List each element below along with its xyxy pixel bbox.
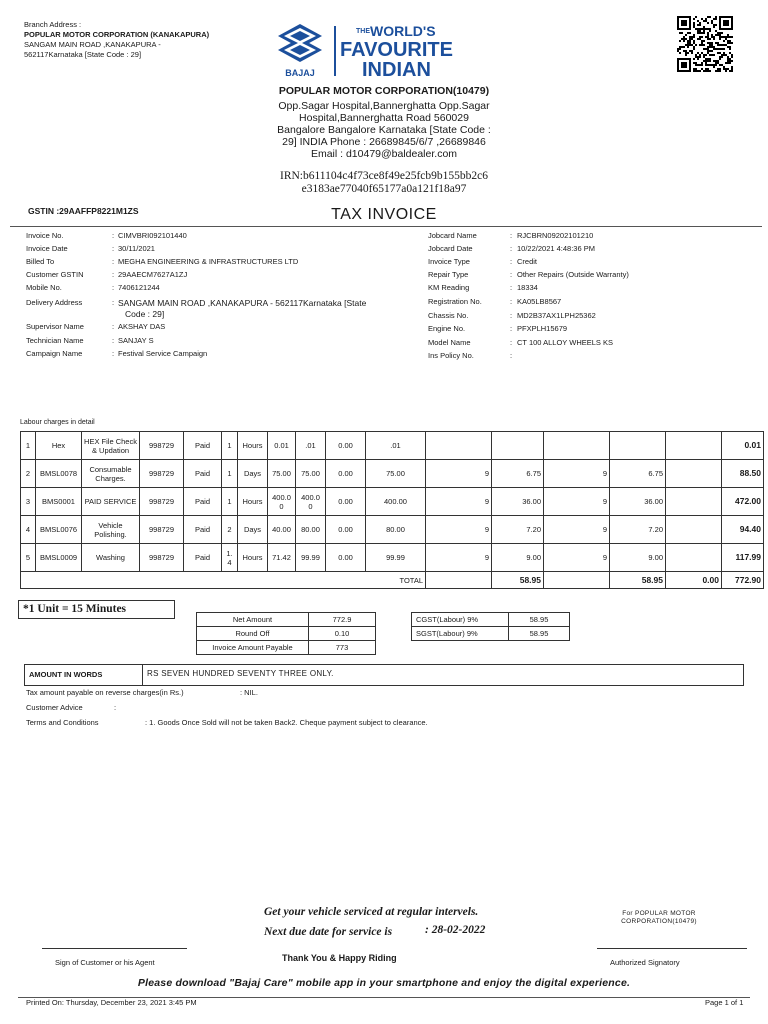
- detail-label: Technician Name: [26, 336, 84, 345]
- detail-value: 18334: [517, 283, 538, 292]
- labour-cell: Days: [238, 516, 268, 544]
- labour-cell: 71.42: [268, 544, 296, 572]
- service-message: Get your vehicle serviced at regular intervels.: [264, 906, 479, 918]
- gst-row: [412, 613, 570, 627]
- logo-brand-text: BAJAJ: [285, 68, 315, 78]
- amounts-table: [196, 612, 376, 655]
- labour-cell: 0.00: [326, 544, 366, 572]
- detail-label: Customer GSTIN: [26, 270, 84, 279]
- labour-cell: [610, 432, 666, 460]
- amount-label: Round Off: [197, 627, 309, 641]
- labour-cell: 6.75: [492, 460, 544, 488]
- labour-row: [21, 544, 764, 572]
- labour-cell: 0.00: [326, 488, 366, 516]
- amount-row: [197, 641, 376, 655]
- logo-tag-favourite: FAVOURITE: [340, 39, 453, 61]
- detail-label: Engine No.: [428, 324, 466, 333]
- detail-value: MEGHA ENGINEERING & INFRASTRUCTURES LTD: [118, 257, 299, 266]
- labour-cell: Paid: [184, 432, 222, 460]
- labour-cell: 36.00: [492, 488, 544, 516]
- detail-label: Registration No.: [428, 297, 482, 306]
- amount-value: 773: [309, 641, 376, 655]
- labour-cell: 998729: [140, 488, 184, 516]
- labour-cell: 7.20: [492, 516, 544, 544]
- labour-cell: 4: [21, 516, 36, 544]
- labour-cell: .01: [296, 432, 326, 460]
- customer-signature-label: Sign of Customer or his Agent: [55, 958, 155, 967]
- labour-cell: Vehicle Polishing.: [82, 516, 140, 544]
- reverse-charge-label: Tax amount payable on reverse charges(in Rs.): [26, 688, 184, 697]
- labour-cell: Paid: [184, 488, 222, 516]
- labour-cell: BMSL0009: [36, 544, 82, 572]
- customer-advice-label: Customer Advice: [26, 703, 83, 712]
- labour-cell: 7.20: [610, 516, 666, 544]
- irn-line2: e3183ae77040f65177a0a121f18a97: [301, 183, 467, 195]
- labour-cell: 94.40: [722, 516, 764, 544]
- labour-cell: .01: [366, 432, 426, 460]
- gst-label: SGST(Labour) 9%: [412, 627, 509, 641]
- labour-cell: 998729: [140, 544, 184, 572]
- labour-cell: 0.01: [268, 432, 296, 460]
- labour-cell: PAID SERVICE: [82, 488, 140, 516]
- labour-cell: Hours: [238, 544, 268, 572]
- detail-value: MD2B37AX1LPH25362: [517, 311, 596, 320]
- labour-cell: 75.00: [366, 460, 426, 488]
- labour-cell: Paid: [184, 544, 222, 572]
- labour-cell: 998729: [140, 516, 184, 544]
- detail-value: Festival Service Campaign: [118, 349, 208, 358]
- detail-label: Invoice Type: [428, 257, 470, 266]
- labour-cell: [666, 516, 722, 544]
- gst-value: 58.95: [509, 627, 570, 641]
- labour-cell: 1: [21, 432, 36, 460]
- labour-cell: [492, 432, 544, 460]
- labour-cell: 6.75: [610, 460, 666, 488]
- company-name: POPULAR MOTOR CORPORATION(10479): [278, 85, 490, 97]
- labour-cell: [666, 432, 722, 460]
- labour-cell: 3: [21, 488, 36, 516]
- detail-value: SANJAY S: [118, 336, 154, 345]
- labour-cell: 9: [426, 488, 492, 516]
- detail-label: Invoice No.: [26, 231, 64, 240]
- gst-row: [412, 627, 570, 641]
- authorized-signatory-label: Authorized Signatory: [610, 958, 680, 967]
- app-download-message: Please download "Bajaj Care" mobile app in your smartphone and enjoy the digital experience.: [137, 977, 631, 989]
- labour-cell: 36.00: [610, 488, 666, 516]
- labour-cell: 2: [21, 460, 36, 488]
- bajaj-logo: [274, 20, 474, 82]
- total-other: 0.00: [666, 572, 722, 589]
- amount-value: 0.10: [309, 627, 376, 641]
- company-email: Email : d10479@baldealer.com: [310, 148, 458, 160]
- detail-value: CIMVBRI092101440: [118, 231, 187, 240]
- labour-table: [20, 431, 764, 589]
- labour-cell: BMSL0078: [36, 460, 82, 488]
- detail-label: Model Name: [428, 338, 471, 347]
- page-number: Page 1 of 1: [705, 998, 744, 1007]
- amount-label: Net Amount: [197, 613, 309, 627]
- gst-value: 58.95: [509, 613, 570, 627]
- labour-cell: 400.00: [366, 488, 426, 516]
- company-address-line: Opp.Sagar Hospital,Bannerghatta Opp.Sagar: [278, 100, 490, 112]
- detail-value: 10/22/2021 4:48:36 PM: [517, 244, 595, 253]
- labour-cell: [544, 432, 610, 460]
- labour-cell: 9: [426, 516, 492, 544]
- detail-value: Credit: [517, 257, 538, 266]
- detail-label: Ins Policy No.: [428, 351, 474, 360]
- labour-cell: 472.00: [722, 488, 764, 516]
- labour-cell: 5: [21, 544, 36, 572]
- branch-line2: 562117Karnataka [State Code : 29]: [24, 50, 142, 59]
- amount-in-words: [24, 664, 744, 686]
- bajaj-logo-graphic: [274, 20, 474, 82]
- labour-cell: BMSL0076: [36, 516, 82, 544]
- labour-cell: 75.00: [268, 460, 296, 488]
- total-amount: 772.90: [722, 572, 764, 589]
- logo-tag-worlds: WORLD'S: [370, 23, 436, 39]
- detail-value: SANGAM MAIN ROAD ,KANAKAPURA - 562117Karnataka [State: [118, 298, 367, 308]
- branch-line1: SANGAM MAIN ROAD ,KANAKAPURA -: [24, 40, 161, 49]
- detail-value-cont: Code : 29]: [125, 309, 165, 319]
- authorized-signature-line: [597, 948, 747, 949]
- labour-cell: 9: [544, 544, 610, 572]
- amount-row: [197, 627, 376, 641]
- detail-label: Repair Type: [428, 270, 469, 279]
- labour-cell: 9: [544, 488, 610, 516]
- labour-cell: 400.0 0: [296, 488, 326, 516]
- detail-value: PFXPLH15679: [517, 324, 568, 333]
- labour-cell: Hours: [238, 488, 268, 516]
- due-date-value: : 28-02-2022: [425, 924, 486, 936]
- gst-table: [411, 612, 570, 641]
- detail-label: Delivery Address: [26, 298, 83, 307]
- labour-cell: [666, 460, 722, 488]
- labour-cell: 1: [222, 460, 238, 488]
- labour-cell: [426, 432, 492, 460]
- detail-label: Chassis No.: [428, 311, 469, 320]
- labour-cell: 0.00: [326, 516, 366, 544]
- amount-value: 772.9: [309, 613, 376, 627]
- labour-cell: Hex: [36, 432, 82, 460]
- due-date-label: Next due date for service is: [264, 926, 393, 938]
- qr-code-graphic: [677, 16, 733, 72]
- document-title: TAX INVOICE: [331, 206, 437, 223]
- detail-label: Campaign Name: [26, 349, 83, 358]
- total-label: TOTAL: [21, 572, 426, 589]
- terms-label: Terms and Conditions: [26, 718, 99, 727]
- reverse-charge-value: : NIL.: [240, 688, 258, 697]
- company-address: [0, 100, 768, 160]
- labour-cell: 88.50: [722, 460, 764, 488]
- amount-in-words-label: AMOUNT IN WORDS: [25, 665, 143, 685]
- labour-row: [21, 516, 764, 544]
- labour-cell: Consumable Charges.: [82, 460, 140, 488]
- labour-cell: 75.00: [296, 460, 326, 488]
- labour-cell: Paid: [184, 460, 222, 488]
- labour-cell: 1: [222, 488, 238, 516]
- labour-cell: 40.00: [268, 516, 296, 544]
- qr-code: [677, 16, 733, 72]
- labour-cell: 998729: [140, 460, 184, 488]
- labour-cell: 0.00: [326, 432, 366, 460]
- detail-value: RJCBRN09202101210: [517, 231, 594, 240]
- total-sgst: 58.95: [610, 572, 666, 589]
- labour-row: [21, 460, 764, 488]
- detail-value: Other Repairs (Outside Warranty): [517, 270, 629, 279]
- labour-cell: 9.00: [492, 544, 544, 572]
- for-company: [604, 910, 714, 926]
- for-company-line2: CORPORATION(10479): [621, 918, 697, 925]
- labour-cell: 0.01: [722, 432, 764, 460]
- detail-label: Mobile No.: [26, 283, 62, 292]
- terms-value: : 1. Goods Once Sold will not be taken Back2. Cheque payment subject to clearance.: [145, 718, 428, 727]
- company-address-line: Hospital,Bannerghatta Road 560029: [299, 112, 469, 124]
- labour-cell: 117.99: [722, 544, 764, 572]
- detail-value: 7406121244: [118, 283, 160, 292]
- labour-cell: 80.00: [296, 516, 326, 544]
- customer-signature-line: [42, 948, 187, 949]
- labour-cell: 1: [222, 432, 238, 460]
- title-divider: [10, 226, 762, 227]
- printed-on: Printed On: Thursday, December 23, 2021 3:45 PM: [26, 998, 197, 1007]
- detail-label: Jobcard Date: [428, 244, 473, 253]
- labour-row: [21, 432, 764, 460]
- labour-cell: Washing: [82, 544, 140, 572]
- branch-heading: Branch Address :: [24, 20, 82, 29]
- labour-cell: Hours: [238, 432, 268, 460]
- amount-row: [197, 613, 376, 627]
- labour-cell: 2: [222, 516, 238, 544]
- irn-number: [0, 170, 768, 196]
- detail-label: KM Reading: [428, 283, 470, 292]
- for-company-line1: For POPULAR MOTOR: [622, 910, 696, 917]
- labour-cell: 0.00: [326, 460, 366, 488]
- detail-label: Jobcard Name: [428, 231, 477, 240]
- labour-cell: Days: [238, 460, 268, 488]
- labour-cell: [666, 488, 722, 516]
- labour-cell: 9: [544, 516, 610, 544]
- labour-cell: 1. 4: [222, 544, 238, 572]
- detail-value: KA05LB8567: [517, 297, 562, 306]
- labour-cell: 9: [544, 460, 610, 488]
- detail-value: AKSHAY DAS: [118, 322, 166, 331]
- logo-tag-indian: INDIAN: [362, 59, 431, 81]
- detail-value: 29AAECM7627A1ZJ: [118, 270, 188, 279]
- unit-note: *1 Unit = 15 Minutes: [18, 600, 175, 619]
- total-cgst: 58.95: [492, 572, 544, 589]
- detail-label: Billed To: [26, 257, 55, 266]
- labour-cell: HEX File Check & Updation: [82, 432, 140, 460]
- branch-address: [24, 20, 254, 60]
- labour-caption: Labour charges in detail: [20, 419, 95, 426]
- labour-cell: 99.99: [296, 544, 326, 572]
- labour-cell: 80.00: [366, 516, 426, 544]
- detail-value: 30/11/2021: [118, 244, 155, 253]
- labour-cell: BMS0001: [36, 488, 82, 516]
- gstin: GSTIN :29AAFFP8221M1ZS: [28, 206, 139, 216]
- labour-cell: 400.0 0: [268, 488, 296, 516]
- labour-cell: 9: [426, 544, 492, 572]
- detail-label: Supervisor Name: [26, 322, 84, 331]
- labour-cell: 998729: [140, 432, 184, 460]
- branch-name: POPULAR MOTOR CORPORATION (KANAKAPURA): [24, 30, 210, 39]
- labour-total-row: [21, 572, 764, 589]
- thank-you-message: Thank You & Happy Riding: [282, 953, 397, 963]
- amount-label: Invoice Amount Payable: [197, 641, 309, 655]
- labour-row: [21, 488, 764, 516]
- detail-value: CT 100 ALLOY WHEELS KS: [517, 338, 614, 347]
- labour-cell: [666, 544, 722, 572]
- company-address-line: 29] INDIA Phone : 26689845/6/7 ,26689846: [282, 136, 486, 148]
- gst-label: CGST(Labour) 9%: [412, 613, 509, 627]
- irn-line1: IRN:b611104c4f73ce8f49e25fcb9b155bb2c6: [279, 170, 488, 182]
- logo-tag-the: THE: [356, 28, 370, 35]
- detail-label: Invoice Date: [26, 244, 68, 253]
- labour-cell: 99.99: [366, 544, 426, 572]
- labour-cell: 9.00: [610, 544, 666, 572]
- company-address-line: Bangalore Bangalore Karnataka [State Code :: [277, 124, 491, 136]
- labour-cell: 9: [426, 460, 492, 488]
- amount-in-words-value: RS SEVEN HUNDRED SEVENTY THREE ONLY.: [147, 669, 334, 678]
- labour-cell: Paid: [184, 516, 222, 544]
- customer-advice-value: :: [114, 703, 117, 712]
